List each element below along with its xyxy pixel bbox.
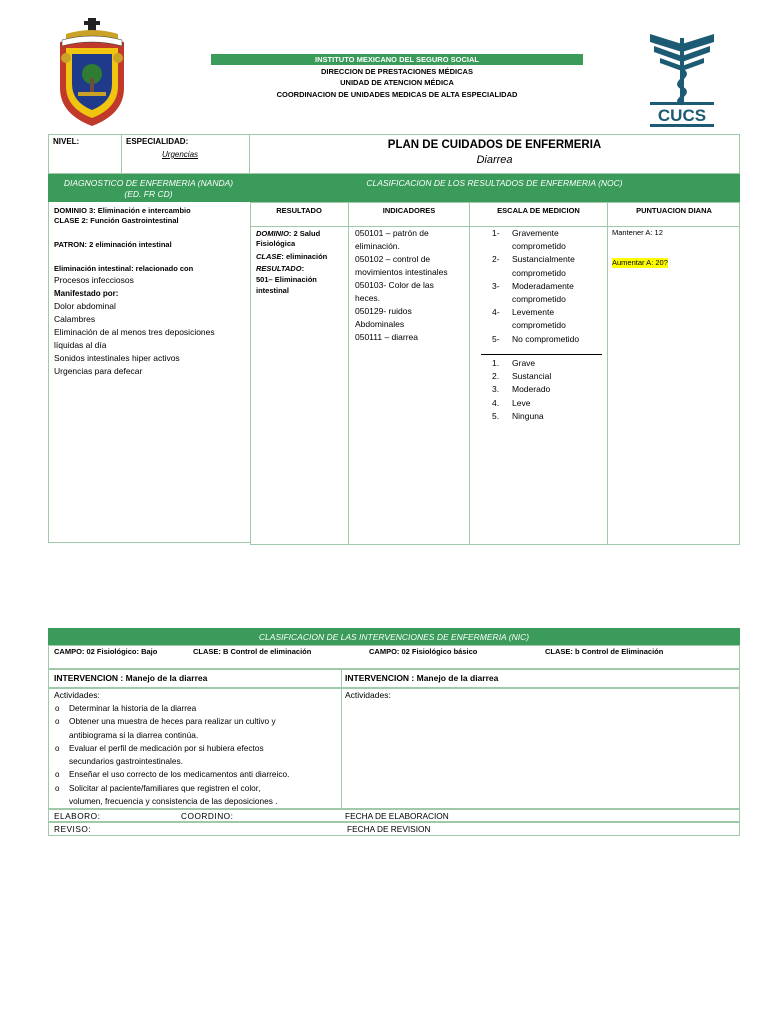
col-indicadores: INDICADORES bbox=[382, 206, 436, 215]
indicador-line: movimientos intestinales bbox=[355, 267, 448, 277]
institute-banner: INSTITUTO MEXICANO DEL SEGURO SOCIAL bbox=[211, 54, 583, 65]
coordino-label: COORDINO: bbox=[181, 811, 234, 821]
actividad-item: o Solicitar al paciente/familiares que registren el color, volumen, frecuencia y consistencia de las deposiciones . bbox=[54, 782, 339, 809]
escala-item: 3- Moderadamente comprometido bbox=[492, 280, 574, 305]
puntuacion-aumentar: Aumentar A: 20? bbox=[612, 258, 668, 267]
noc-header: CLASIFICACION DE LOS RESULTADOS DE ENFERMERIA (NOC) bbox=[366, 178, 623, 188]
nic-campo-1: CAMPO: 02 Fisiológico: Bajo bbox=[54, 647, 158, 656]
diag-line: Sonidos intestinales hiper activos bbox=[54, 353, 180, 363]
resultado-clase bbox=[256, 252, 327, 262]
escala-list-2 bbox=[492, 357, 607, 423]
nic-intervencion-2: INTERVENCION : Manejo de la diarrea bbox=[345, 673, 499, 683]
nic-clase-1: CLASE: B Control de eliminación bbox=[193, 647, 312, 656]
col-escala: ESCALA DE MEDICION bbox=[497, 206, 580, 215]
nanda-header-edition: (ED. FR CD) bbox=[124, 189, 173, 199]
diag-clase: CLASE 2: Función Gastrointestinal bbox=[54, 216, 179, 225]
escala-list-1 bbox=[492, 227, 607, 346]
header-line-coordinacion: COORDINACION DE UNIDADES MEDICAS DE ALTA ESPECIALIDAD bbox=[276, 90, 518, 99]
elaboro-label: ELABORO: bbox=[54, 811, 101, 821]
diag-patron: PATRON: 2 eliminación intestinal bbox=[54, 240, 172, 249]
escala-separator bbox=[481, 354, 602, 355]
indicador-line: 050103- Color de las bbox=[355, 280, 434, 290]
especialidad-value: Urgencias bbox=[162, 150, 199, 159]
indicador-line: 050111 – diarrea bbox=[355, 332, 419, 342]
actividad-item: o Enseñar el uso correcto de los medicamentos anti diarreico. bbox=[54, 768, 339, 781]
diag-line: Dolor abdominal bbox=[54, 301, 116, 311]
plan-subtitle: Diarrea bbox=[476, 154, 513, 166]
escala-item: 1- Gravemente comprometido bbox=[492, 228, 566, 252]
resultado-resultado bbox=[256, 264, 304, 274]
resultado-code-2: intestinal bbox=[256, 286, 289, 295]
nic-campo-2: CAMPO: 02 Fisiológico básico bbox=[369, 647, 478, 656]
escala-item: 2. Sustancial bbox=[492, 371, 552, 382]
diag-line: Eliminación de al menos tres deposiciones bbox=[54, 327, 215, 337]
escala-item: 5- No comprometido bbox=[492, 333, 580, 344]
indicador-line: 050102 – control de bbox=[355, 254, 431, 264]
escala-item: 3. Moderado bbox=[492, 384, 551, 395]
svg-text:CUCS: CUCS bbox=[657, 106, 707, 125]
nic-header: CLASIFICACION DE LAS INTERVENCIONES DE ENFERMERIA (NIC) bbox=[258, 632, 530, 642]
diag-line: Manifestado por: bbox=[54, 289, 119, 298]
nic-intervencion-1: INTERVENCION : Manejo de la diarrea bbox=[54, 673, 208, 683]
actividad-item: o Obtener una muestra de heces para realizar un cultivo y antibiograma si la diarrea continúa. bbox=[54, 715, 339, 742]
resultado-dominio-value-2: Fisiológica bbox=[256, 239, 296, 248]
diag-line: Calambres bbox=[54, 314, 96, 324]
indicador-line: heces. bbox=[355, 293, 381, 303]
resultado-dominio bbox=[256, 229, 320, 239]
fecha-revision-label: FECHA DE REVISION bbox=[347, 824, 431, 834]
diag-dominio: DOMINIO 3: Eliminación e intercambio bbox=[54, 206, 191, 215]
col-resultado: RESULTADO bbox=[276, 206, 322, 215]
actividades-label-2: Actividades: bbox=[345, 690, 391, 700]
reviso-label: REVISO: bbox=[54, 824, 92, 834]
noc-col-divider bbox=[348, 202, 349, 545]
cucs-logo bbox=[646, 30, 718, 128]
noc-col-divider bbox=[607, 202, 608, 545]
resultado-dominio-value: : 2 Salud bbox=[288, 229, 321, 238]
indicador-line: Abdominales bbox=[355, 319, 405, 329]
actividades-label-1: Actividades: bbox=[54, 690, 100, 700]
diag-line: líquidas al día bbox=[54, 340, 107, 350]
indicador-line: 050129- ruidos bbox=[355, 306, 412, 316]
especialidad-label: ESPECIALIDAD: bbox=[126, 137, 189, 146]
diag-line: Procesos infecciosos bbox=[54, 275, 134, 285]
escala-item: 5. Ninguna bbox=[492, 410, 544, 421]
nic-clase-2: CLASE: b Control de Eliminación bbox=[545, 647, 664, 656]
resultado-clase-value: : eliminación bbox=[281, 252, 328, 261]
resultado-resultado-value: : bbox=[301, 264, 305, 273]
escala-item: 2- Sustancialmente comprometido bbox=[492, 254, 575, 278]
nanda-header: DIAGNOSTICO DE ENFERMERIA (NANDA) bbox=[63, 178, 234, 188]
col-puntuacion: PUNTUACION DIANA bbox=[636, 206, 712, 215]
actividad-item: o Evaluar el perfil de medicación por si hubiera efectos secundarios gastrointestinales. bbox=[54, 742, 339, 769]
escala-item: 4. Leve bbox=[492, 397, 531, 408]
nivel-label: NIVEL: bbox=[53, 137, 80, 146]
escala-item: 4- Levemente comprometido bbox=[492, 307, 566, 331]
escala-item: 1. Grave bbox=[492, 358, 536, 368]
actividad-item: o Determinar la historia de la diarrea bbox=[54, 702, 339, 715]
resultado-dominio-label: DOMINIO bbox=[256, 229, 289, 238]
header-line-direccion: DIRECCION DE PRESTACIONES MÉDICAS bbox=[321, 67, 473, 76]
fecha-elaboracion-label: FECHA DE ELABORACION bbox=[345, 811, 449, 821]
indicador-line: eliminación. bbox=[355, 241, 400, 251]
actividades-list bbox=[54, 702, 339, 808]
resultado-code: 501– Eliminación bbox=[256, 275, 317, 284]
universidad-de-guadalajara-logo bbox=[52, 18, 132, 128]
diag-line: Urgencias para defecar bbox=[54, 366, 143, 376]
noc-col-divider bbox=[469, 202, 470, 545]
plan-title: PLAN DE CUIDADOS DE ENFERMERIA bbox=[387, 139, 602, 151]
resultado-resultado-label: RESULTADO bbox=[256, 264, 302, 273]
diag-eliminacion: Eliminación intestinal: relacionado con bbox=[54, 264, 194, 273]
header-line-unidad: UNIDAD DE ATENCION MÉDICA bbox=[340, 78, 454, 87]
puntuacion-mantener: Mantener A: 12 bbox=[612, 228, 663, 237]
resultado-clase-label: CLASE bbox=[256, 252, 282, 261]
indicador-line: 050101 – patrón de bbox=[355, 228, 429, 238]
